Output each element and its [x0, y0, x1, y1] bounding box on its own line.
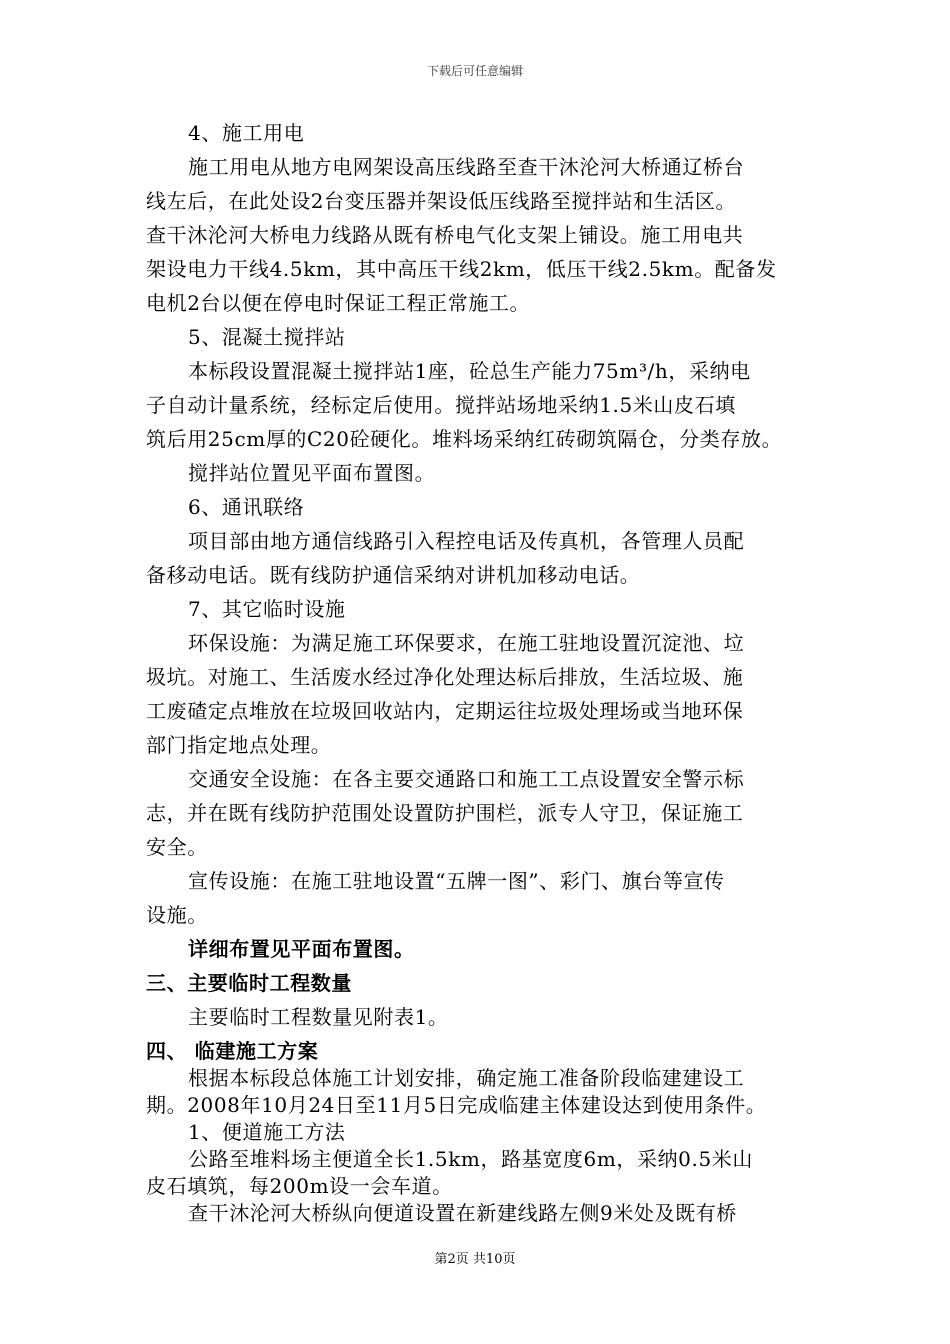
text-line: 交通安全设施：在各主要交通路口和施工工点设置安全警示标 — [188, 767, 745, 791]
text-line: 安全。 — [146, 835, 208, 859]
text-line: 本标段设置混凝土搅拌站1座，砼总生产能力75m³/h，采纳电 — [188, 359, 751, 383]
text-line: 施工用电从地方电网架设高压线路至查干沐沦河大桥通辽桥台 — [188, 155, 745, 179]
text-line: 1、便道施工方法 — [188, 1120, 346, 1144]
page-header: 下载后可任意编辑 — [426, 64, 523, 78]
text-line: 设施。 — [146, 903, 208, 927]
text-line: 皮石填筑，每200m设一会车道。 — [146, 1174, 453, 1198]
text-line: 公路至堆料场主便道全长1.5km，路基宽度6m，采纳0.5米山 — [188, 1147, 753, 1171]
text-line: 架设电力干线4.5km，其中高压干线2km，低压干线2.5km。配备发 — [146, 257, 777, 281]
text-line: 4、施工用电 — [188, 121, 305, 145]
section-heading-line: 详细布置见平面布置图。 — [188, 937, 415, 961]
text-line: 备移动电话。既有线防护通信采纳对讲机加移动电话。 — [146, 563, 641, 587]
text-line: 子自动计量系统，经标定后使用。搅拌站场地采纳1.5米山皮石填 — [146, 393, 736, 417]
text-line: 筑后用25cm厚的C20砼硬化。堆料场采纳红砖砌筑隔仓，分类存放。 — [146, 427, 783, 451]
section-heading-line: 三、主要临时工程数量 — [146, 971, 352, 995]
text-line: 期。2008年10月24日至11月5日完成临建主体建设达到使用条件。 — [146, 1093, 767, 1117]
text-line: 宣传设施：在施工驻地设置“五牌一图”、彩门、旗台等宣传 — [188, 869, 725, 893]
document-body — [146, 116, 810, 1227]
text-line: 部门指定地点处理。 — [146, 733, 332, 757]
text-line: 查干沐沦河大桥电力线路从既有桥电气化支架上铺设。施工用电共 — [146, 223, 744, 247]
text-line: 志，并在既有线防护范围处设置防护围栏，派专人守卫，保证施工 — [146, 801, 744, 825]
text-line: 搅拌站位置见平面布置图。 — [188, 461, 436, 485]
text-line: 7、其它临时设施 — [188, 597, 346, 621]
text-line: 圾坑。对施工、生活废水经过净化处理达标后排放，生活垃圾、施 — [146, 665, 744, 689]
text-line: 工废碴定点堆放在垃圾回收站内，定期运往垃圾处理场或当地环保 — [146, 699, 744, 723]
text-line: 6、通讯联络 — [188, 495, 305, 519]
text-line: 线左后，在此处设2台变压器并架设低压线路至搅拌站和生活区。 — [146, 189, 737, 213]
section-heading-line: 四、 临建施工方案 — [146, 1039, 319, 1063]
page-footer: 第2页 共10页 — [434, 1252, 516, 1267]
text-line: 根据本标段总体施工计划安排，确定施工准备阶段临建建设工 — [188, 1066, 745, 1090]
text-line: 项目部由地方通信线路引入程控电话及传真机，各管理人员配 — [188, 529, 745, 553]
text-line: 主要临时工程数量见附表1。 — [188, 1005, 449, 1029]
text-line: 电机2台以便在停电时保证工程正常施工。 — [146, 291, 531, 315]
text-line: 5、混凝土搅拌站 — [188, 325, 346, 349]
text-line: 环保设施：为满足施工环保要求，在施工驻地设置沉淀池、垃 — [188, 631, 745, 655]
text-line: 查干沐沦河大桥纵向便道设置在新建线路左侧9米处及既有桥 — [188, 1201, 737, 1225]
